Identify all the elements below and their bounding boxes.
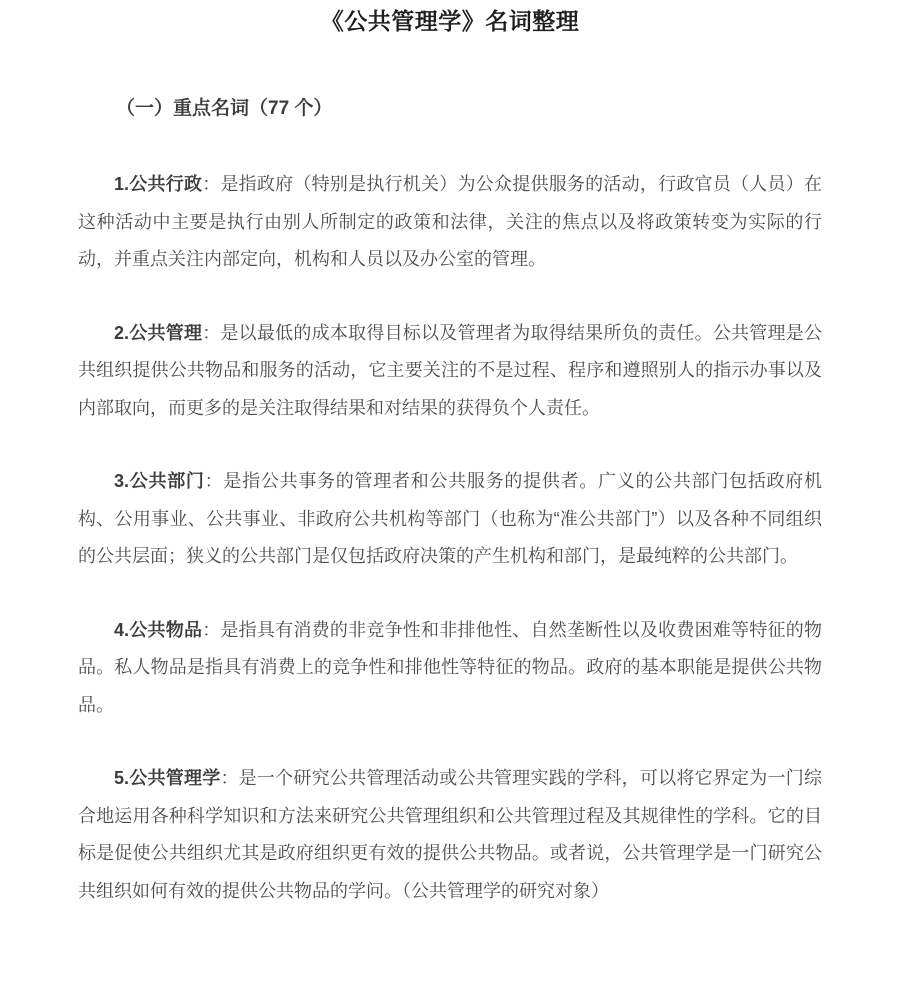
term-definition-5 <box>78 760 822 910</box>
term-text-4: ：是指具有消费的非竞争性和非排他性、自然垄断性以及收费困难等特征的物品。私人物品是指具有消费上的竞争性和排他性等特征的物品。政府的基本职能是提供公共物品。 <box>78 619 823 715</box>
term-label-2: 2.公共管理 <box>114 322 203 343</box>
term-text-5: ：是一个研究公共管理活动或公共管理实践的学科，可以将它界定为一门综合地运用各种科学知识和方法来研究公共管理组织和公共管理过程及其规律性的学科。它的目标是促使公共组织尤其是政府组织更有效的提供公共物品。或者说，公共管理学是一门研究公共组织如何有效的提供公共物品的学问。（公共管理学的研究对象） <box>78 768 822 901</box>
term-label-5: 5.公共管理学 <box>114 768 221 788</box>
term-text-3: ：是指公共事务的管理者和公共服务的提供者。广义的公共部门包括政府机构、公用事业、公共事业、非政府公共机构等部门（也称为“准公共部门”）以及各种不同组织的公共层面；狭义的公共部门是仅包括政府决策的产生机构和部门，是最纯粹的公共部门。 <box>78 471 823 566</box>
term-label-1: 1.公共行政 <box>114 174 203 194</box>
term-label-3: 3.公共部门 <box>114 471 205 491</box>
term-text-1: ：是指政府（特别是执行机关）为公众提供服务的活动，行政官员（人员）在这种活动中主要是执行由别人所制定的政策和法律，关注的焦点以及将政策转变为实际的行动，并重点关注内部定向，机构和人员以及办公室的管理。 <box>78 174 823 269</box>
term-text-2: ：是以最低的成本取得目标以及管理者为取得结果所负的责任。公共管理是公共组织提供公共物品和服务的活动，它主要关注的不是过程、程序和遵照别人的指示办事以及内部取向，而更多的是关注取得结果和对结果的获得负个人责任。 <box>78 322 823 418</box>
term-definition-4 <box>78 612 822 725</box>
term-definition-3 <box>78 463 822 576</box>
page-title: 《公共管理学》名词整理 <box>320 8 580 34</box>
term-label-4: 4.公共物品 <box>114 619 203 640</box>
term-definition-1 <box>78 166 822 279</box>
term-definition-2 <box>78 315 822 428</box>
section-heading: （一）重点名词（77 个） <box>116 98 333 119</box>
